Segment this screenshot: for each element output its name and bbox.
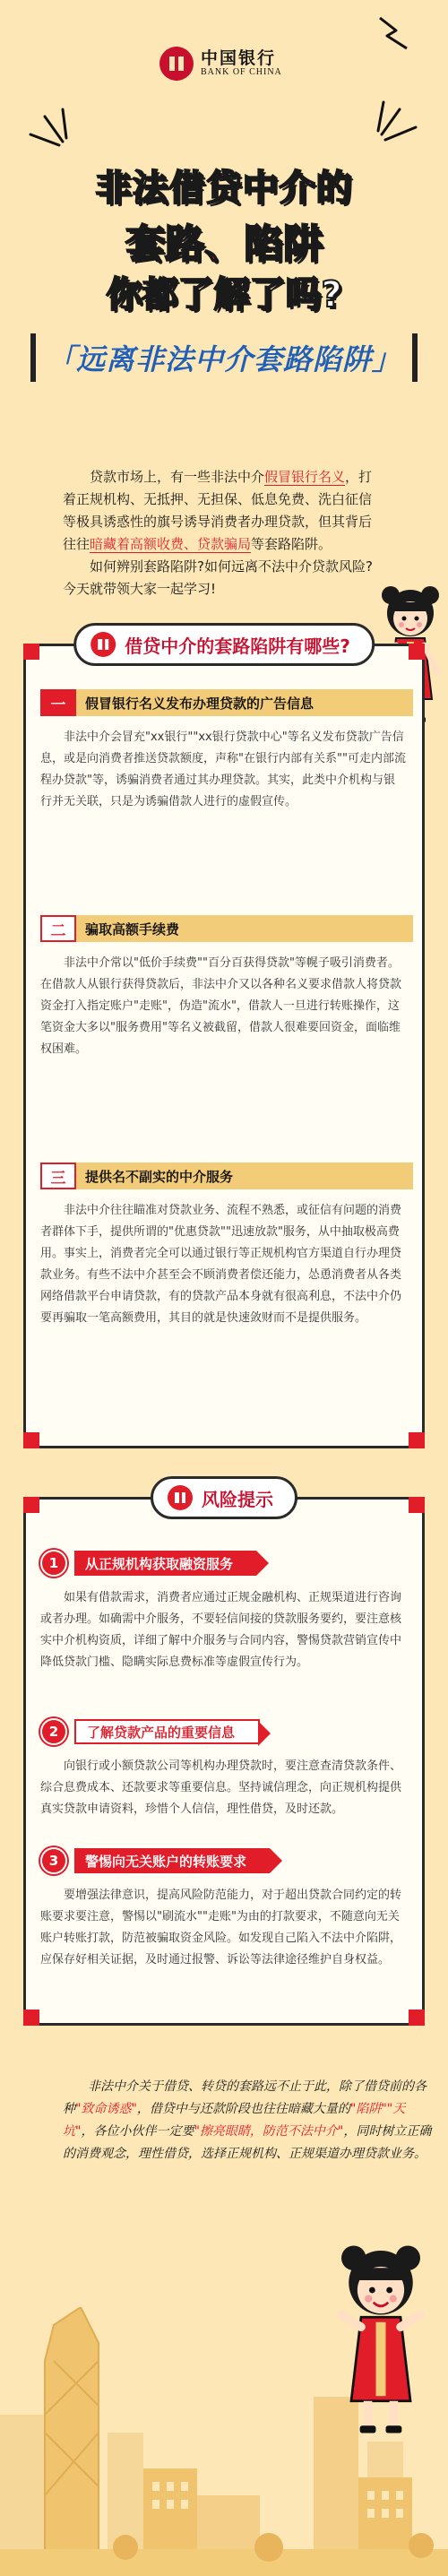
burst-icon (367, 90, 430, 152)
closing-paragraph (63, 2076, 434, 2165)
intro-text-b: ，打着正规机构、无抵押、无担保、低息免费、洗白征信等极具诱惑性的旗号诱导消费者办理贷款，但其背后往往 (63, 469, 373, 552)
trap-item-header (40, 689, 413, 716)
intro-paragraph-1 (63, 466, 378, 556)
intro-highlight-1: 假冒银行名义 (264, 469, 346, 485)
brand-text (201, 50, 282, 77)
risk-number: 3 (40, 1847, 67, 1874)
burst-icon (18, 99, 81, 161)
risk-number: 2 (40, 1718, 67, 1745)
risk-title: 了解贷款产品的重要信息 (74, 1719, 260, 1744)
trap-body: 非法中介会冒充"xx银行""xx银行贷款中心"等名义发布贷款广告信息，或是向消费者推送贷款额度，声称"在银行内部有关系""可走内部流程办贷款"等，诱骗消费者通过其办理贷款。其实，此类中介机构与银行并无关联，只是为诱骗借款人进行的虚假宣传。 (40, 730, 406, 808)
panel-corner (409, 644, 425, 660)
trap-item-2 (40, 915, 413, 1060)
trap-number: 一 (40, 689, 76, 716)
section-header-traps (73, 623, 375, 666)
risk-item-header (40, 1550, 413, 1577)
headline-line-1: 非法借贷中介的 (95, 168, 353, 209)
section-title-risk: 风险提示 (202, 1488, 273, 1510)
headline-line-2: 套路、陷阱 (125, 221, 323, 267)
intro-text-c: 等套路陷阱。 (251, 536, 332, 552)
traps-panel (23, 635, 425, 1448)
closing-text-c: ，各位小伙伴一定要 (81, 2124, 194, 2139)
brand-name-cn: 中国银行 (201, 48, 277, 68)
panel-corner (23, 1432, 39, 1448)
trap-item-header (40, 1163, 413, 1189)
trap-title: 假冒银行名义发布办理贷款的广告信息 (76, 689, 413, 716)
closing-highlight-2: "陷阱""天坑" (63, 2102, 406, 2139)
panel-corner (23, 2010, 39, 2026)
intro-text (63, 466, 378, 601)
trap-title: 提供名不副实的中介服务 (76, 1163, 413, 1189)
risk-item-header (40, 1847, 413, 1874)
section-title-traps: 借贷中介的套路陷阱有哪些? (125, 635, 350, 657)
risk-body: 向银行或小额贷款公司等机构办理贷款时，要注意查清贷款条件、综合息费成本、还款要求等重要信息。坚持诚信理念，向正规机构提供真实贷款申请资料，珍惜个人信信，理性借贷，及时还款。 (40, 1759, 402, 1816)
boc-logo-icon (159, 47, 194, 81)
panel-corner (23, 1497, 39, 1513)
risk-item-header (40, 1718, 413, 1745)
trap-body: 非法中介常以"低价手续费""百分百获得贷款"等幌子吸引消费者。在借款人从银行获得贷款后，非法中介又以各种名义要求借款人将贷款资金打入指定账户"走账"，伪造"流水"，借款人一旦进行转账操作，这笔资金大多以"服务费用"等名义被截留，借款人很难要回资金，面临维权困难。 (40, 956, 402, 1056)
risk-title: 从正规机构获取融资服务 (74, 1551, 256, 1576)
brand-logo (159, 47, 282, 81)
panel-corner (409, 1432, 425, 1448)
trap-number: 三 (40, 1163, 76, 1189)
panel-corner (23, 644, 39, 660)
risk-panel (23, 1488, 425, 2026)
closing-text-d: ，同时树立正确的消费观念，理性借贷，选择正规机构、正规渠道办理贷款业务。 (63, 2124, 432, 2161)
header (0, 0, 448, 421)
closing-text (63, 2076, 434, 2165)
risk-item-1 (40, 1550, 413, 1673)
panel-corner (409, 1497, 425, 1513)
intro-paragraph-2: 如何辨别套路陷阱?如何远离不法中介贷款风险?今天就带领大家一起学习! (63, 558, 373, 597)
risk-number: 1 (40, 1550, 67, 1577)
subtitle-banner (30, 333, 418, 382)
boc-logo-icon (90, 632, 116, 657)
section-header-risk (151, 1476, 297, 1519)
risk-title: 警惕向无关账户的转账要求 (74, 1848, 270, 1873)
risk-body: 要增强法律意识，提高风险防范能力，对于超出贷款合同约定的转账要求要注意，警惕以"刷流水""走账"为由的打款要求，不随意向无关账户转账打款，防范被骗取资金风险。如发现自己陷入不法中介陷阱，应保存好相关证据，及时通过报警、诉讼等法律途径维护自身权益。 (40, 1889, 402, 1967)
zigzag-icon (376, 9, 430, 54)
closing-text-a: 非法中介关于借贷、转贷的套路远不止于此，除了借贷前的各种 (63, 2079, 426, 2116)
trap-body: 非法中介往往瞄准对贷款业务、流程不熟悉，或征信有问题的消费者群体下手，提供所谓的"优惠贷款""迅速放款"服务，从中抽取极高费用。事实上，消费者完全可以通过银行等正规机构官方渠道自行办理贷款业务。有些不法中介甚至会不顾消费者偿还能力，怂恿消费者从各类网络借款平台申请贷款，有的贷款产品本身就有很高利息，不法中介仍要再骗取一笔高额费用，其目的就是快速敛财而不是提供服务。 (40, 1204, 402, 1325)
trap-title: 骗取高额手续费 (76, 915, 413, 942)
trap-item-3 (40, 1163, 413, 1329)
closing-text-b: ，借贷中与还款阶段也往往暗藏大量的 (136, 2102, 350, 2116)
trap-item-header (40, 915, 413, 942)
girl-illustration (332, 2241, 430, 2438)
trap-number: 二 (40, 915, 76, 942)
risk-body: 如果有借款需求，消费者应通过正规金融机构、正规渠道进行咨询或者办理。如确需中介服务，不要轻信间接的贷款服务要约，要注意核实中介机构资质，详细了解中介服务与合同内容，警惕贷款营销宣传中降低贷款门槛、隐瞒实际息费标准等虚假宣传行为。 (40, 1591, 402, 1669)
intro-text-a: 贷款市场上，有一些非法中介 (90, 469, 265, 485)
trap-item-1 (40, 689, 413, 813)
subtitle-text: 「远离非法中介套路陷阱」 (46, 342, 401, 376)
closing-highlight-3: "擦亮眼睛，防范不法中介" (194, 2124, 344, 2139)
panel-corner (409, 2010, 425, 2026)
boc-logo-icon (168, 1485, 193, 1510)
closing-highlight-1: "致命诱惑" (75, 2102, 137, 2116)
risk-item-3 (40, 1847, 413, 1971)
brand-name-en: BANK OF CHINA (201, 66, 282, 77)
risk-item-2 (40, 1718, 413, 1820)
headline-line-3: 你都了解了吗? (106, 274, 342, 316)
intro-highlight-2: 暗藏着高额收费、贷款骗局 (90, 536, 252, 552)
